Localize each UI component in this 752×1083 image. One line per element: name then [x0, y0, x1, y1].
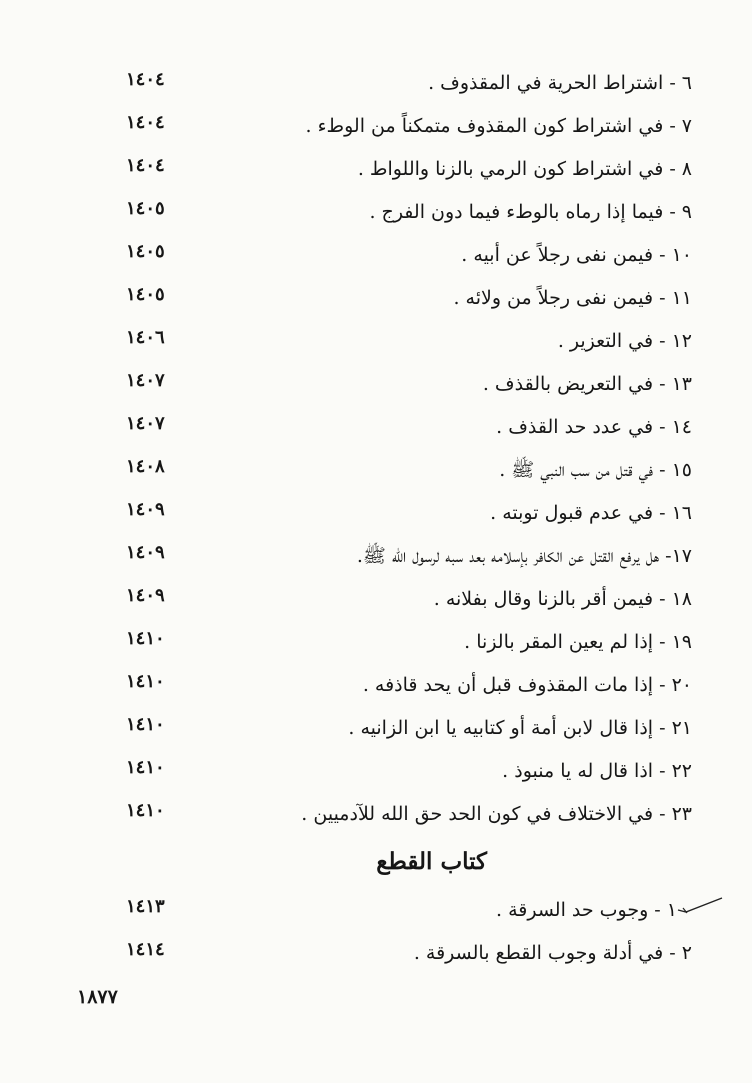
toc-entry [0, 195, 752, 238]
entry-title: ٢٠ - إذا مات المقذوف قبل أن يحد قاذفه . [362, 674, 692, 696]
entry-page: ١٤١٠ [126, 800, 165, 821]
entry-page: ١٤٠٨ [126, 456, 165, 477]
section-heading: كتاب القطع [376, 848, 487, 875]
toc-entry [0, 109, 752, 152]
entry-page: ١٤٠٥ [126, 241, 165, 262]
entry-title: ١٠ - فيمن نفى رجلاً عن أبيه . [461, 244, 692, 266]
entry-title: ١٦ - في عدم قبول توبته . [490, 502, 692, 524]
entry-title: ١٩ - إذا لم يعين المقر بالزنا . [464, 631, 692, 653]
entry-page: ١٤١٣ [126, 896, 165, 917]
entry-title: ٦ - اشتراط الحرية في المقذوف . [428, 72, 692, 94]
table-of-contents [0, 66, 752, 840]
toc-entry [0, 367, 752, 410]
toc-entry [0, 711, 752, 754]
toc-entry [0, 539, 752, 582]
entry-page: ١٤١٠ [126, 714, 165, 735]
entry-page: ١٤٠٤ [126, 69, 165, 90]
entry-page: ١٤٠٥ [126, 284, 165, 305]
page-number: ١٨٧٧ [77, 986, 118, 1008]
entry-page: ١٤٠٧ [126, 413, 165, 434]
toc-entry [0, 410, 752, 453]
toc-entry [0, 453, 752, 496]
entry-page: ١٤١٤ [126, 939, 165, 960]
toc-entry [0, 66, 752, 109]
entry-title: ١٧- هل يرفع القتل عن الكافر بإسلامه بعد سبه لرسول الله ﷺ. [356, 545, 692, 567]
entry-title: ٢٣ - في الاختلاف في كون الحد حق الله للآدميين . [301, 803, 692, 825]
entry-title: ١١ - فيمن نفى رجلاً من ولائه . [453, 287, 692, 309]
toc-entry [0, 152, 752, 195]
entry-page: ١٤٠٩ [126, 499, 165, 520]
entry-page: ١٤١٠ [126, 628, 165, 649]
entry-title: ٢ - في أدلة وجوب القطع بالسرقة . [413, 942, 692, 964]
toc-entry [0, 625, 752, 668]
entry-title: ١ - وجوب حد السرقة . [496, 899, 677, 921]
entry-title: ١٨ - فيمن أقر بالزنا وقال بفلانه . [433, 588, 692, 610]
entry-title: ١٤ - في عدد حد القذف . [496, 416, 692, 438]
entry-page: ١٤٠٤ [126, 155, 165, 176]
entry-title: ١٢ - في التعزير . [557, 330, 692, 352]
toc-entry [0, 324, 752, 367]
entry-title: ٧ - في اشتراط كون المقذوف متمكناً من الوطء . [305, 115, 692, 137]
entry-title: ٨ - في اشتراط كون الرمي بالزنا واللواط . [357, 158, 692, 180]
toc-entry [0, 496, 752, 539]
entry-title: ١٣ - في التعريض بالقذف . [482, 373, 692, 395]
entry-page: ١٤٠٩ [126, 542, 165, 563]
entry-page: ١٤٠٤ [126, 112, 165, 133]
section-table-of-contents [0, 893, 752, 979]
toc-entry [0, 754, 752, 797]
entry-title: ١٥ - في قتل من سب النبي ﷺ . [499, 459, 692, 481]
toc-entry [0, 582, 752, 625]
entry-page: ١٤١٠ [126, 671, 165, 692]
toc-entry [0, 797, 752, 840]
toc-entry [0, 936, 752, 979]
entry-page: ١٤٠٥ [126, 198, 165, 219]
entry-page: ١٤٠٩ [126, 585, 165, 606]
entry-title: ٩ - فيما إذا رماه بالوطء فيما دون الفرج . [369, 201, 692, 223]
entry-title: ٢١ - إذا قال لابن أمة أو كتابيه يا ابن الزانيه . [348, 717, 692, 739]
toc-entry [0, 668, 752, 711]
toc-entry [0, 893, 752, 936]
toc-entry [0, 281, 752, 324]
entry-page: ١٤١٠ [126, 757, 165, 778]
toc-entry [0, 238, 752, 281]
entry-title: ٢٢ - اذا قال له يا منبوذ . [502, 760, 692, 782]
entry-page: ١٤٠٧ [126, 370, 165, 391]
entry-page: ١٤٠٦ [126, 327, 165, 348]
